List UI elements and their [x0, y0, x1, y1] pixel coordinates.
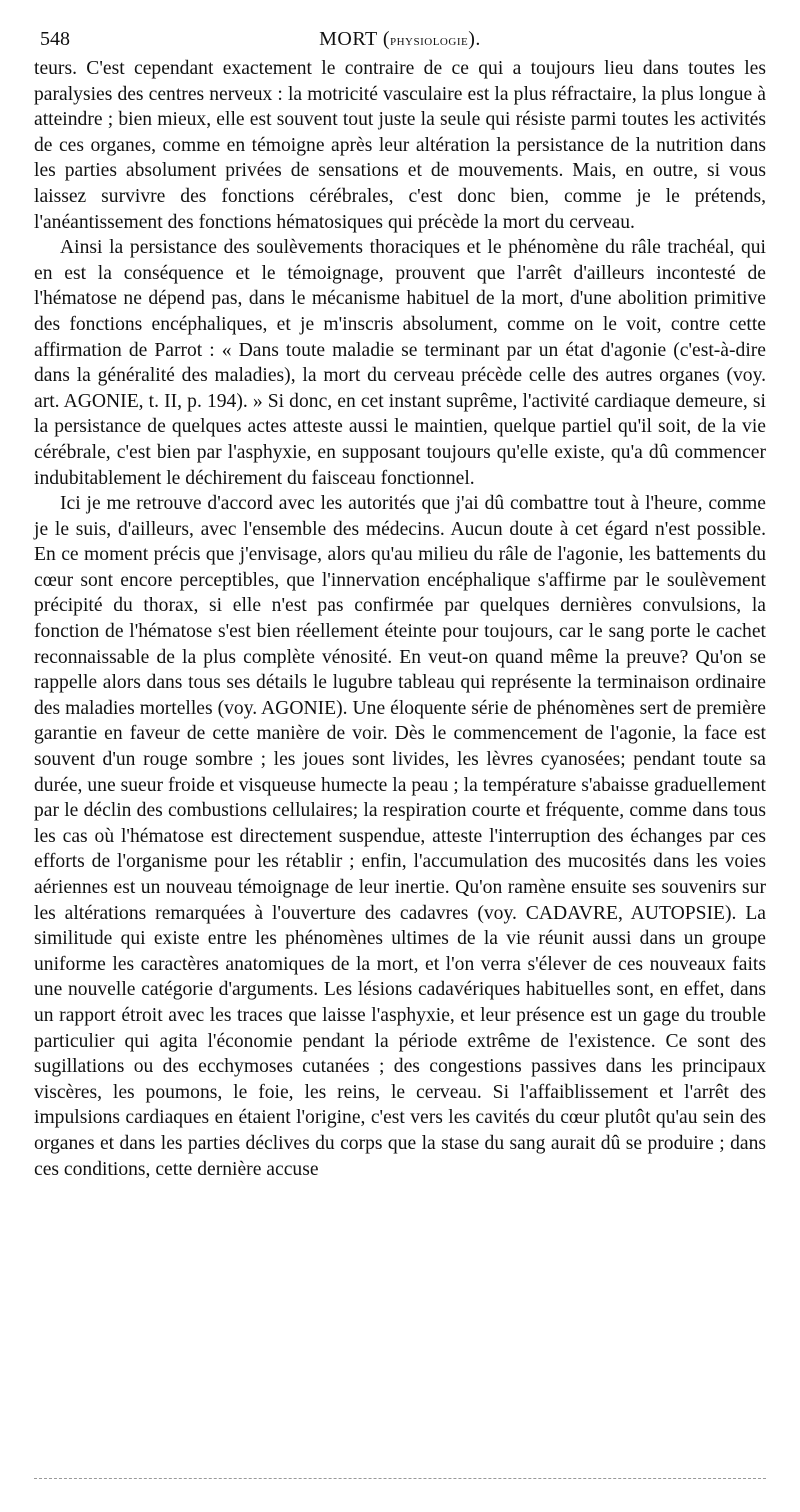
- running-title-main: MORT (: [319, 28, 390, 50]
- page-number: 548: [40, 28, 70, 50]
- paragraph-2: Ainsi la persistance des soulèvements thoraciques et le phénomène du râle trachéal, qui en est la conséquence et le témoignage, prouvent que l'arrêt d'ailleurs incontesté de l'hématose ne dépend pas, dans le mécanisme habituel de la mort, d'une abolition primitive des fonctions encéphaliques, et je m'inscris absolument, comme on le voit, contre cette affirmation de Parrot : « Dans toute maladie se terminant par un état d'agonie (c'est-à-dire dans la généralité des maladies), la mort du cerveau précède celle des autres organes (voy. art. AGONIE, t. II, p. 194). » Si donc, en cet instant suprême, l'activité cardiaque demeure, si la persistance de quelques actes atteste aussi le maintien, quelque partiel qu'il soit, de la vie cérébrale, c'est bien par l'asphyxie, en supposant toujours qu'elle existe, qu'a dû commencer indubitablement le déchirement du faisceau fonctionnel.: [34, 237, 766, 489]
- running-title-sub: physiologie: [389, 32, 469, 49]
- paragraph-3: Ici je me retrouve d'accord avec les autorités que j'ai dû combattre tout à l'heure, comme je le suis, d'ailleurs, avec l'ensemble des médecins. Aucun doute à cet égard n'est possible. En ce moment précis que j'envisage, alors qu'au milieu du râle de l'agonie, les battements du cœur sont encore perceptibles, que l'innervation encéphalique s'affirme par le soulèvement précipité du thorax, si elle n'est pas confirmée par quelques dernières convulsions, la fonction de l'hématose s'est bien réellement éteinte pour toujours, car le sang porte le cachet reconnaissable de la plus complète vénosité. En veut-on quand même la preuve? Qu'on se rappelle alors dans tous ses détails le lugubre tableau qui représente la terminaison ordinaire des maladies mortelles (voy. AGONIE). Une éloquente série de phénomènes sert de première garantie en faveur de cette manière de voir. Dès le commencement de l'agonie, la face est souvent d'un rouge sombre ; les joues sont livides, les lèvres cyanosées; pendant toute sa durée, une sueur froide et visqueuse humecte la peau ; la température s'abaisse graduellement par le déclin des combustions cellulaires; la respiration courte et fréquente, comme dans tous les cas où l'hématose est directement suspendue, atteste l'interruption des échanges par ces efforts de l'organisme pour les rétablir ; enfin, l'accumulation des mucosités dans les voies aériennes est un nouveau témoignage de leur inertie. Qu'on ramène ensuite ses souvenirs sur les altérations remarquées à l'ouverture des cadavres (voy. CADAVRE, AUTOPSIE). La similitude qui existe entre les phénomènes ultimes de la vie réunit aussi dans un groupe uniforme les caractères anatomiques de la mort, et l'on verra s'élever de ces nouveaux faits une nouvelle catégorie d'arguments. Les lésions cadavériques habituelles sont, en effet, dans un rapport étroit avec les traces que laisse l'asphyxie, et leur présence est un gage du trouble particulier qui agita l'économie pendant la période extrême de l'existence. Ce sont des sugillations ou des ecchymoses cutanées ; des congestions passives dans les principaux viscères, les poumons, le foie, les reins, le cerveau. Si l'affaiblissement et l'arrêt des impulsions cardiaques en étaient l'origine, c'est vers les cavités du cœur plutôt qu'au sein des organes et dans les parties déclives du corps que la stase du sang aurait dû se produire ; dans ces conditions, cette dernière accuse: [34, 493, 766, 1180]
- running-title-close: ).: [468, 28, 481, 50]
- running-title: [34, 22, 766, 58]
- paragraph-1: teurs. C'est cependant exactement le contraire de ce qui a toujours lieu dans toutes les paralysies des centres nerveux : la motricité vasculaire est la plus réfractaire, la plus longue à atteindre ; bien mieux, elle est souvent tout juste la seule qui résiste parmi toutes les activités de ces organes, comme en témoigne après leur altération la persistance de la nutrition dans les parties absolument privées de sensations et de mouvements. Mais, en outre, si vous laissez survivre des fonctions cérébrales, c'est donc bien, comme je le prétends, l'anéantissement des fonctions hématosiques qui précède la mort du cerveau.: [34, 58, 766, 233]
- page: [34, 22, 766, 1182]
- footer-rule: [34, 1478, 766, 1479]
- body-text: [34, 56, 766, 1182]
- running-head: [34, 22, 766, 56]
